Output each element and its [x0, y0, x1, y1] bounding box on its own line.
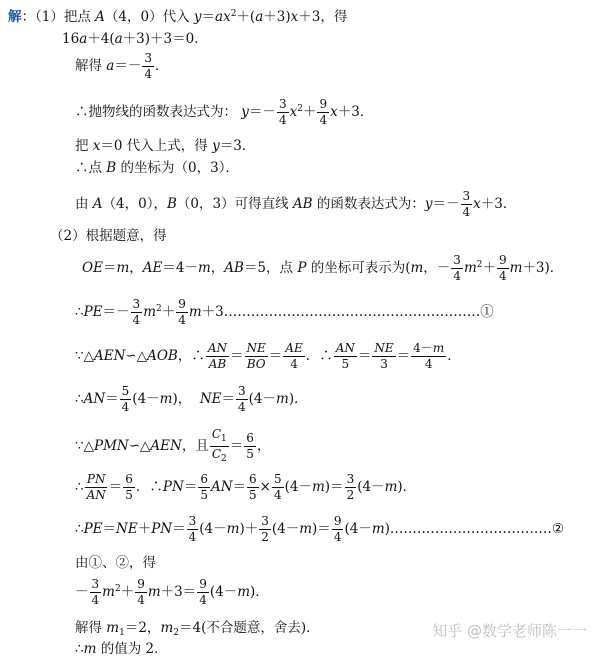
fraction: $\frac{4-m}{4}$	[413, 341, 445, 372]
fraction: $\frac{9}{4}$	[137, 577, 145, 608]
fraction: $\frac{9}{4}$	[178, 297, 186, 328]
fraction: $\frac{3}{4}$	[278, 97, 287, 128]
fraction: $\frac{3}{2}$	[346, 472, 355, 503]
part1-line6: ∴点 B 的坐标为（0，3）．	[75, 160, 239, 176]
fraction: $\frac{3}{4}$	[91, 577, 100, 608]
fraction: $\frac{6}{5}$	[125, 472, 133, 503]
part2-heading: （2）根据题意，得	[50, 228, 167, 244]
fraction: $\frac{9}{4}$	[199, 577, 207, 608]
part1-line3: 解得 a＝－ $\frac{3}{4}$ ．	[75, 51, 169, 82]
part1-heading: ：（1）把点	[21, 9, 91, 25]
circle-one-marker: ①	[480, 304, 494, 321]
fraction: $\frac{NE}{BO}$	[246, 341, 266, 372]
an-ne-values: ∴AN＝ $\frac{5}{4}$ (4－m)， NE＝ $\frac{3}{4}$ (4－m)．	[75, 384, 308, 415]
fraction: $\frac{3}{4}$	[132, 297, 141, 328]
part1-line4: ∴抛物线的函数表达式为： y＝－ $\frac{3}{4}$ $x^2+$ $\frac{9}{4}$ x＋3．	[75, 97, 374, 128]
pe-equation-2: ∴PE＝NE＋PN＝ $\frac{3}{4}$ (4－m)＋ $\frac{3}{2}$ (4－m)＝ $\frac{9}{4}$ (4－m)………………………………②	[75, 514, 565, 545]
final-answer: ∴m 的值为 2．	[75, 641, 168, 657]
fraction: $\frac{9}{4}$	[333, 514, 342, 545]
fraction: $\frac{NE}{3}$	[374, 341, 394, 372]
fraction: $\frac{PN}{AN}$	[86, 472, 106, 503]
fraction: $\frac{3}{4}$	[462, 189, 471, 220]
fraction: $\frac{3}{2}$	[261, 514, 269, 545]
fraction: $\frac{AE}{4}$	[285, 341, 303, 372]
watermark: 知乎 @数学老师陈一一	[432, 622, 587, 640]
fraction: $\frac{C_1}{C_2}$	[211, 427, 227, 464]
solve-m: 解得 $m_1=2$，$m_2=4$(不合题意，舍去)．	[75, 620, 320, 638]
solve-a-prefix: 解得	[75, 58, 102, 75]
fraction: $\frac{9}{4}$	[319, 97, 328, 128]
solution-label: 解	[8, 9, 22, 25]
part1-line2: 16a＋4(a＋3)＋3＝0．	[62, 31, 208, 47]
fraction: $\frac{6}{5}$	[200, 472, 208, 503]
fraction: $\frac{5}{4}$	[273, 472, 282, 503]
fraction: $\frac{6}{5}$	[246, 430, 254, 461]
similar-triangles-2: ∵△PMN∽△AEN，且 $\frac{C_1}{C_2}$ ＝ $\frac{6}{5}$ ，	[75, 427, 271, 464]
pn-an-ratio: ∴ $\frac{PN}{AN}$ ＝ $\frac{6}{5}$ ．∴PN＝ $\frac{6}{5}$ AN＝ $\frac{6}{5}$ × $\frac{5}{4}$ (4－m)＝ $\frac{3}{2}$ (4－m)．	[75, 472, 417, 503]
combined-equation: － $\frac{3}{4}$ $m^2+$ $\frac{9}{4}$ m＋3＝ $\frac{9}{4}$ (4－m)．	[75, 577, 269, 608]
fraction: $\frac{3}{4}$	[144, 51, 152, 82]
part1-line7: 由 A（4，0），B（0，3）可得直线 AB 的函数表达式为：y＝－ $\frac{3}{4}$ x＋3．	[75, 189, 517, 220]
pe-equation-1: ∴PE＝－ $\frac{3}{4}$ $m^2+$ $\frac{9}{4}$ m＋3…………………………………………………①	[75, 297, 494, 328]
part1-line1: A（4，0）代入 $y=ax^2+(a+3)x+3$，得	[95, 9, 348, 25]
fraction: $\frac{AN}{AB}$	[207, 341, 228, 372]
fraction: $\frac{3}{4}$	[238, 384, 246, 415]
fraction: $\frac{9}{4}$	[498, 253, 507, 284]
from-1-2: 由①、②，得	[75, 555, 156, 571]
fraction: $\frac{AN}{5}$	[335, 341, 355, 372]
circle-two-marker: ②	[551, 521, 565, 538]
part2-line1: OE＝m，AE＝4－m，AB＝5，点 P 的坐标可表示为(m，－ $\frac{3}{4}$ $m^2+$ $\frac{9}{4}$ m＋3)．	[82, 253, 564, 284]
fraction: $\frac{3}{4}$	[188, 514, 197, 545]
part1-heading-line	[8, 10, 347, 25]
parabola-prefix: ∴抛物线的函数表达式为：	[75, 104, 237, 121]
fraction: $\frac{6}{5}$	[249, 472, 257, 503]
fraction: $\frac{5}{4}$	[121, 384, 130, 415]
similar-triangles-1: ∵△AEN∽△AOB，∴ $\frac{AN}{AB}$ ＝ $\frac{NE}{BO}$ ＝ $\frac{AE}{4}$ ．∴ $\frac{AN}{5}$ ＝ $\frac{NE}{3}$ ＝ $\frac{4-m}{4}$ ．	[75, 341, 461, 372]
part1-line5: 把 x＝0 代入上式，得 y＝3．	[75, 138, 256, 154]
fraction: $\frac{3}{4}$	[453, 253, 461, 284]
